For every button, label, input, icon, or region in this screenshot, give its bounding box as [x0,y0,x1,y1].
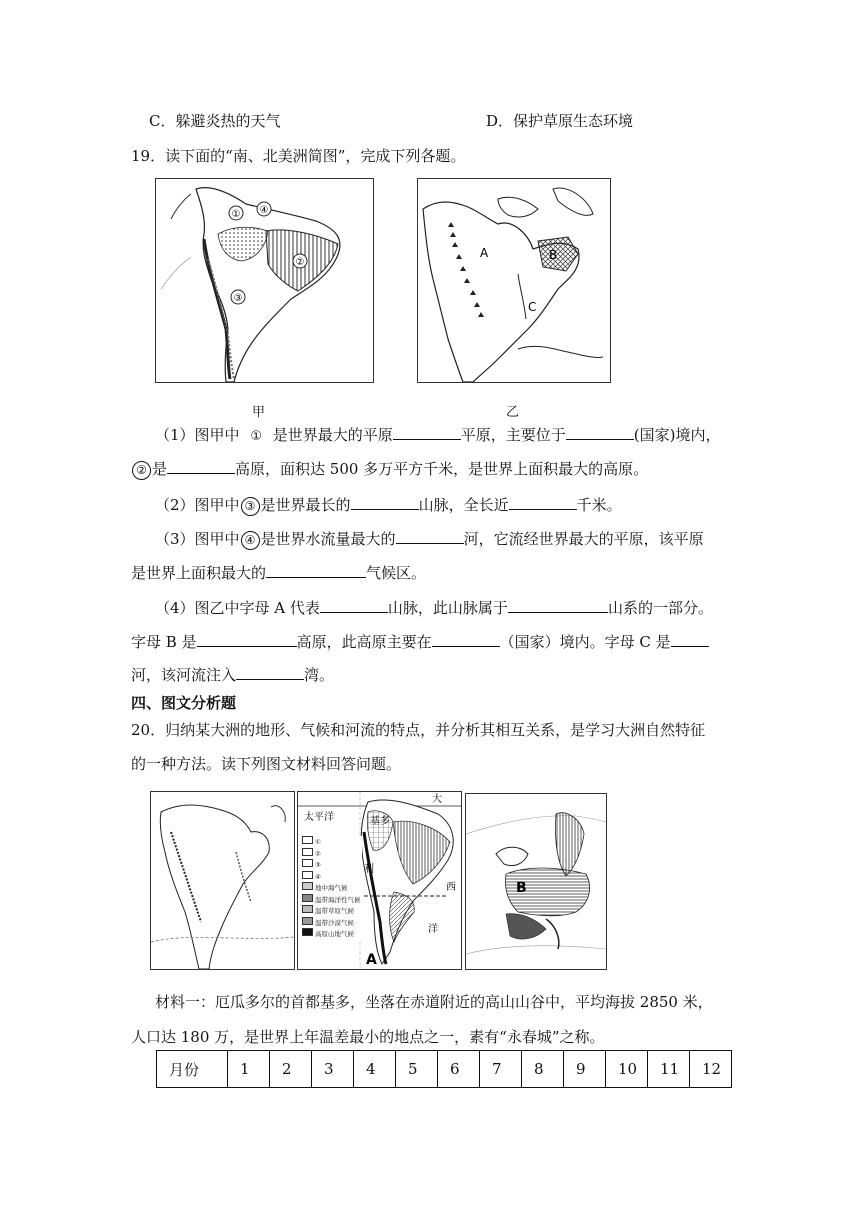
q20-line2: 的一种方法。读下列图文材料回答问题。 [131,755,402,773]
label-a-bold: A [366,952,377,968]
q19-part1-line1: （1）图甲中 ① 是世界最大的平原 平原，主要位于 (国家)境内， [155,426,721,444]
table-cell: 1 [228,1051,270,1088]
q19-intro: 19．读下面的“南、北美洲简图”，完成下列各题。 [131,147,466,165]
table-cell: 5 [396,1051,438,1088]
q19-part4-line1: （4）图乙中字母 A 代表 山脉，此山脉属于 山系的一部分。 [155,599,713,617]
label-2: ② [295,257,305,268]
table-cell: 3 [312,1051,354,1088]
label-c: C [528,300,537,314]
table-cell: 12 [690,1051,732,1088]
q19-part3-line1: （3）图甲中 ④ 是世界水流量最大的 河，它流经世界最大的平原，该平原 [155,530,704,548]
label-1: ① [231,209,241,220]
table-cell: 4 [354,1051,396,1088]
south-america-climate-map [297,791,462,970]
table-cell: 6 [438,1051,480,1088]
label-b-bold: B [516,880,527,896]
table-cell: 2 [270,1051,312,1088]
month-table [156,1050,732,1088]
material1-line2: 人口达 180 万，是世界上年温差最小的地点之一，素有“永春城”之称。 [131,1028,605,1046]
q19-part2: （2）图甲中 ③ 是世界最长的 山脉，全长近 千米。 [155,496,622,514]
table-cell: 7 [480,1051,522,1088]
label-4: ④ [259,205,269,216]
table-cell: 10 [606,1051,648,1088]
climate-legend: ① ② ③ ④ 地中海气候 温带海洋性气候 温带草原气候 温带沙漠气候 高原山地气候 [302,836,362,940]
caption-jia: 甲 [252,405,266,420]
q19-part3-line2: 是世界上面积最大的 气候区。 [131,564,427,582]
label-xi: 西 [446,882,456,893]
label-li: 利 [364,864,374,875]
label-3: ③ [233,293,243,304]
label-yang: 洋 [428,924,438,935]
table-cell: 11 [648,1051,690,1088]
option-c: C．躲避炎热的天气 [149,112,281,130]
label-a: A [480,246,489,260]
q20-line1: 20．归纳某大洲的地形、气候和河流的特点，并分析其相互关系，是学习大洲自然特征 [131,721,706,739]
caption-yi: 乙 [506,405,520,420]
label-quito: 基多 [370,816,390,827]
q19-part4-line2: 字母 B 是 高原，此高原主要在 （国家）境内。字母 C 是 [131,631,709,653]
table-cell: 8 [522,1051,564,1088]
material1-line1: 材料一：厄瓜多尔的首都基多，坐落在赤道附近的高山山谷中，平均海拔 2850 米， [155,993,713,1011]
north-america-relief-map [150,791,295,970]
table-cell: 9 [564,1051,606,1088]
q19-part1-line2: ② 是 高原，面积达 500 多万平方千米，是世界上面积最大的高原。 [131,458,648,480]
table-cell-month: 月份 [157,1051,228,1088]
table-row [157,1051,732,1088]
option-d: D．保护草原生态环境 [486,112,634,130]
north-america-map [417,178,611,383]
label-b: B [549,248,558,262]
label-da: 大 [432,794,442,805]
europe-map [465,793,607,970]
south-america-map [155,178,374,383]
section-heading: 四、图文分析题 [131,694,237,712]
q19-part4-line3: 河，该河流注入 湾。 [131,666,335,684]
label-pacific: 太平洋 [304,812,334,823]
